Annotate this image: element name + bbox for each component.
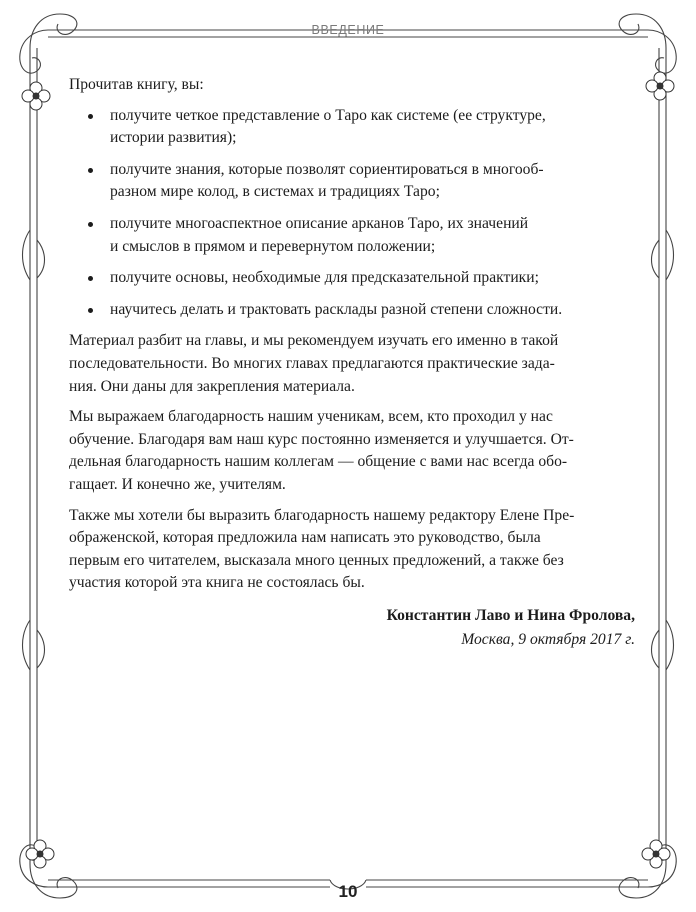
- bullet-dot-icon: [88, 114, 93, 119]
- bullet-dot-icon: [88, 168, 93, 173]
- paragraph-line: первым его читателем, высказала много ценных предложений, а также без: [69, 551, 564, 569]
- paragraph-line: участия которой эта книга не состоялась бы.: [69, 574, 365, 592]
- bullet-dot-icon: [88, 276, 93, 281]
- list-item-line: научитесь делать и трактовать расклады разной степени сложности.: [110, 300, 563, 318]
- paragraph: [69, 330, 635, 398]
- list-item-line: разном мире колод, в системах и традициях Таро;: [110, 183, 440, 201]
- paragraph-line: последовательности. Во многих главах предлагаются практические зада-: [69, 354, 555, 372]
- list-item-line: получите основы, необходимые для предсказательной практики;: [110, 269, 539, 287]
- bullet-dot-icon: [88, 308, 93, 313]
- page-body: [69, 74, 635, 652]
- list-item-line: получите знания, которые позволят сориентироваться в многооб-: [110, 160, 544, 178]
- signature: [69, 605, 635, 652]
- list-item: [69, 105, 635, 150]
- paragraph: [69, 505, 635, 595]
- list-item: [69, 267, 635, 290]
- list-item-line: и смыслов в прямом и перевернутом положении;: [110, 237, 436, 255]
- bullet-dot-icon: [88, 222, 93, 227]
- paragraph-line: обучение. Благодаря вам наш курс постоянно изменяется и улучшается. От-: [69, 430, 574, 448]
- body-paragraphs: [69, 330, 635, 595]
- signature-place-date: Москва, 9 октября 2017 г.: [461, 631, 635, 649]
- intro-line: Прочитав книгу, вы:: [69, 76, 204, 93]
- paragraph-line: дельная благодарность нашим коллегам — общение с вами нас всегда обо-: [69, 453, 568, 471]
- paragraph: [69, 406, 635, 496]
- list-item: [69, 159, 635, 204]
- paragraph-line: Также мы хотели бы выразить благодарность нашему редактору Елене Пре-: [69, 506, 575, 524]
- benefits-list: [69, 105, 635, 322]
- page-number: 10: [338, 882, 358, 901]
- list-item-line: получите многоаспектное описание арканов Таро, их значений: [110, 214, 529, 232]
- paragraph-line: ображенской, которая предложила нам написать это руководство, была: [69, 529, 541, 547]
- paragraph-line: Материал разбит на главы, и мы рекомендуем изучать его именно в такой: [69, 332, 559, 350]
- list-item: [69, 299, 635, 322]
- list-item-line: истории развития);: [110, 129, 237, 147]
- paragraph-line: ния. Они даны для закрепления материала.: [69, 377, 355, 395]
- flower-icon: [646, 72, 674, 100]
- list-item-line: получите четкое представление о Таро как системе (ее структуре,: [110, 106, 546, 124]
- paragraph-line: гащает. И конечно же, учителям.: [69, 475, 286, 493]
- flower-icon: [22, 82, 50, 110]
- paragraph-line: Мы выражаем благодарность нашим ученикам, всем, кто проходил у нас: [69, 408, 553, 426]
- list-item: [69, 213, 635, 258]
- running-head: ВВЕДЕНИЕ: [311, 23, 385, 37]
- signature-authors: Константин Лаво и Нина Фролова,: [386, 606, 635, 624]
